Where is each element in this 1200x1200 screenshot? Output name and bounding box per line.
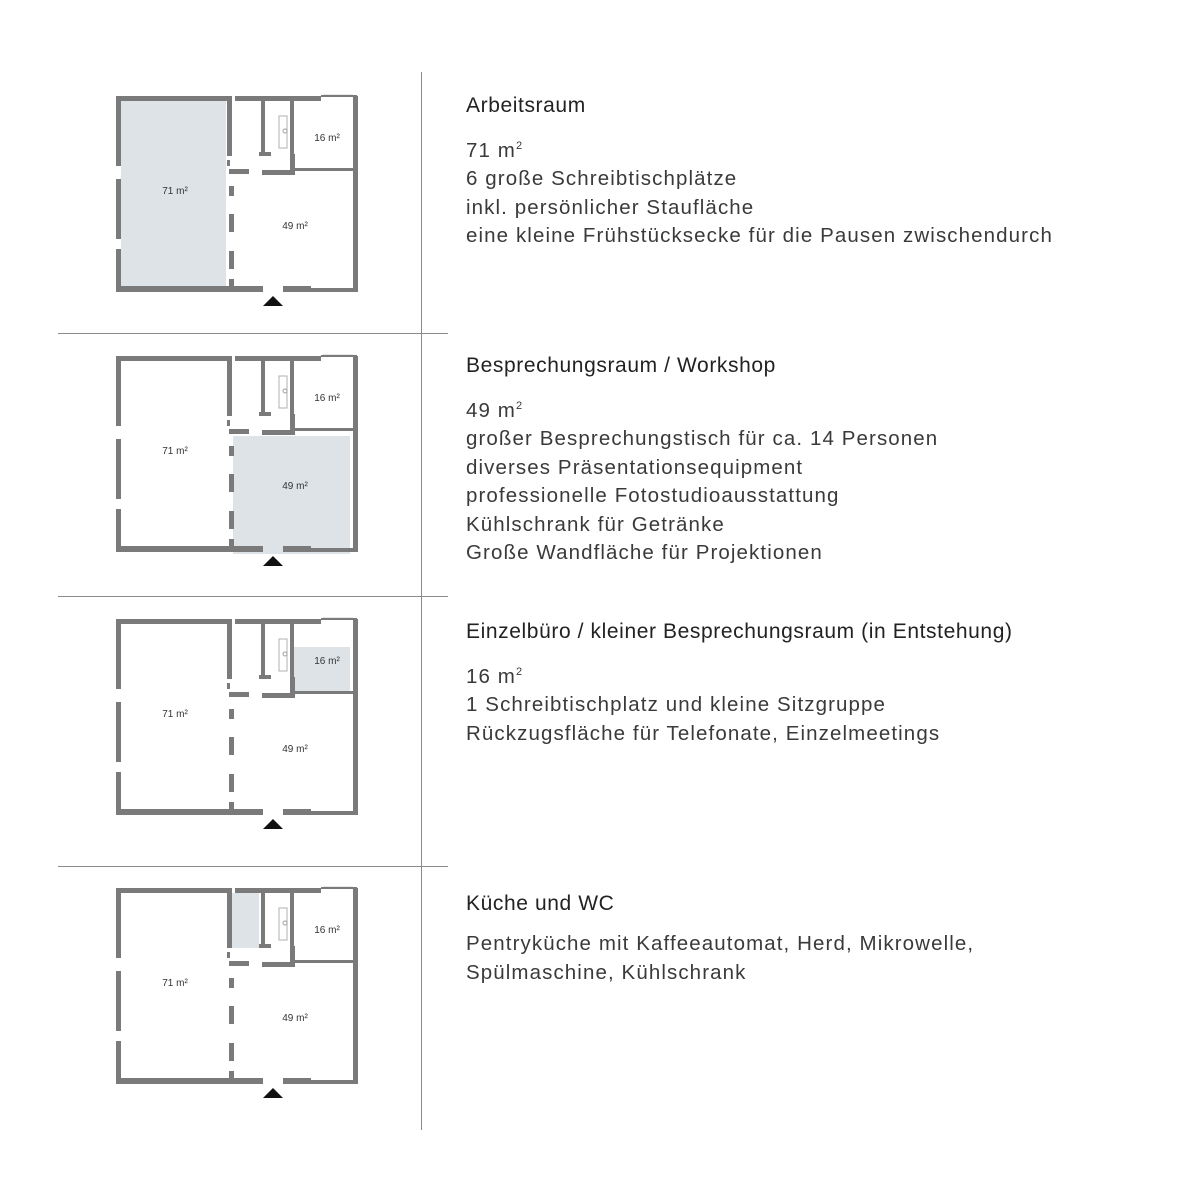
toilet-icon <box>283 129 287 133</box>
wall <box>311 811 355 815</box>
wall <box>353 960 358 1084</box>
wall <box>116 439 121 499</box>
wall <box>227 888 232 948</box>
wall <box>233 1078 263 1084</box>
floor-plan-kueche-wc <box>113 886 363 1108</box>
description-line: 1 Schreibtischplatz und kleine Sitzgruppe <box>466 693 887 717</box>
wall <box>116 971 121 1031</box>
wall <box>261 96 265 156</box>
wall <box>293 168 358 171</box>
wall <box>227 96 232 156</box>
toilet-icon <box>283 921 287 925</box>
wall <box>290 888 294 950</box>
wall <box>261 888 265 948</box>
wall <box>229 446 234 456</box>
wall <box>116 546 229 552</box>
wall <box>262 693 295 698</box>
wall <box>229 978 234 988</box>
description-line: diverses Präsentationsequipment <box>466 455 804 479</box>
wall <box>116 619 229 624</box>
wall <box>283 1078 311 1084</box>
wall <box>116 1041 121 1083</box>
section-arbeitsraum <box>466 94 1166 251</box>
toilet-icon <box>283 652 287 656</box>
wall <box>259 152 271 156</box>
section-title: Küche und WC <box>466 892 615 915</box>
room-area-label: 49 m² <box>282 481 308 492</box>
area-size: 49 $m^2$ <box>466 398 523 422</box>
wall <box>262 962 295 967</box>
section-divider-3 <box>58 866 448 867</box>
wall <box>262 170 295 175</box>
section-kueche-wc <box>466 892 1166 987</box>
wall <box>311 548 355 552</box>
section-divider-1 <box>58 333 448 334</box>
description-line: Große Wandfläche für Projektionen <box>466 541 823 565</box>
wall <box>229 692 249 697</box>
room-area-label: 49 m² <box>282 744 308 755</box>
highlighted-room <box>233 436 350 554</box>
wall <box>293 960 358 963</box>
room-area-label: 49 m² <box>282 221 308 232</box>
wall <box>262 430 295 435</box>
section-title: Besprechungsraum / Workshop <box>466 354 776 377</box>
wall <box>116 96 121 166</box>
wall <box>227 683 230 689</box>
section-divider-2 <box>58 596 448 597</box>
description-line: eine kleine Frühstücksecke für die Pausen zwischendurch <box>466 224 1053 248</box>
wall <box>321 355 357 357</box>
section-title: Arbeitsraum <box>466 94 586 117</box>
description-line: Kühlschrank für Getränke <box>466 512 725 536</box>
wall <box>283 546 311 552</box>
wall <box>283 286 311 292</box>
entrance-arrow-icon <box>263 819 283 829</box>
entrance-arrow-icon <box>263 556 283 566</box>
wall <box>233 809 263 815</box>
wall <box>311 1080 355 1084</box>
wall <box>353 428 358 552</box>
description-line: 6 große Schreibtischplätze <box>466 167 738 191</box>
area-size: 16 $m^2$ <box>466 664 523 688</box>
wall <box>116 772 121 814</box>
wall <box>311 288 355 292</box>
description-line: inkl. persönlicher Staufläche <box>466 195 755 219</box>
highlighted-room <box>293 647 350 691</box>
wall <box>227 160 230 166</box>
wall <box>116 179 121 239</box>
description-line: großer Besprechungstisch für ca. 14 Personen <box>466 427 939 451</box>
wall <box>229 186 234 196</box>
wall <box>229 429 249 434</box>
wall <box>116 619 121 689</box>
wall <box>293 691 358 694</box>
wall <box>290 96 294 158</box>
wall <box>229 251 234 269</box>
wall <box>353 619 358 691</box>
wall <box>116 249 121 291</box>
room-area-label: 16 m² <box>314 656 340 667</box>
wall <box>116 1078 229 1084</box>
wall <box>290 414 295 430</box>
room-area-label: 16 m² <box>314 133 340 144</box>
wall <box>116 702 121 762</box>
wall <box>353 96 358 168</box>
room-area-label: 71 m² <box>162 709 188 720</box>
wall <box>353 888 358 960</box>
wall <box>227 952 230 958</box>
wall <box>283 809 311 815</box>
description-line: professionelle Fotostudioausstattung <box>466 484 840 508</box>
room-area-label: 71 m² <box>162 446 188 457</box>
wall <box>229 774 234 792</box>
wall <box>233 546 263 552</box>
floor-plan-einzelbuero <box>113 617 363 839</box>
wall <box>229 169 249 174</box>
wall <box>229 1043 234 1061</box>
wall <box>353 691 358 815</box>
entrance-arrow-icon <box>263 1088 283 1098</box>
wall <box>290 677 295 693</box>
wall <box>259 675 271 679</box>
room-area-label: 16 m² <box>314 393 340 404</box>
vertical-divider <box>421 72 422 1130</box>
floor-plan-besprechungsraum <box>113 354 363 576</box>
wall <box>116 509 121 551</box>
entrance-arrow-icon <box>263 296 283 306</box>
wall <box>293 428 358 431</box>
room-area-label: 71 m² <box>162 978 188 989</box>
description-line: Rückzugsfläche für Telefonate, Einzelmeetings <box>466 721 941 745</box>
wall <box>321 618 357 620</box>
toilet-icon <box>283 389 287 393</box>
area-size: 71 $m^2$ <box>466 138 523 162</box>
floor-plan-arbeitsraum <box>113 94 363 316</box>
wall <box>233 286 263 292</box>
wall <box>229 1006 234 1024</box>
wall <box>290 946 295 962</box>
wall <box>116 356 229 361</box>
section-besprechungsraum <box>466 354 1166 568</box>
wall <box>321 887 357 889</box>
section-title: Einzelbüro / kleiner Besprechungsraum (in Entstehung) <box>466 620 1013 643</box>
wall <box>290 154 295 170</box>
wall <box>229 214 234 232</box>
wall <box>116 356 121 426</box>
wall <box>229 511 234 529</box>
section-einzelbuero <box>466 620 1166 748</box>
room-area-label: 71 m² <box>162 186 188 197</box>
wall <box>227 619 232 679</box>
room-area-label: 49 m² <box>282 1013 308 1024</box>
wall <box>116 96 229 101</box>
wall <box>229 737 234 755</box>
wall <box>353 168 358 292</box>
wall <box>290 356 294 418</box>
description-line: Spülmaschine, Kühlschrank <box>466 960 747 984</box>
room-area-label: 16 m² <box>314 925 340 936</box>
wall <box>116 888 229 893</box>
wall <box>116 809 229 815</box>
wall <box>259 944 271 948</box>
wall <box>321 95 357 97</box>
wall <box>229 474 234 492</box>
wall <box>116 888 121 958</box>
wall <box>229 961 249 966</box>
wall <box>261 356 265 416</box>
wall <box>229 709 234 719</box>
wall <box>261 619 265 679</box>
wall <box>290 619 294 681</box>
wall <box>116 286 229 292</box>
wall <box>259 412 271 416</box>
description-line: Pentryküche mit Kaffeeautomat, Herd, Mikrowelle, <box>466 932 975 955</box>
wall <box>353 356 358 428</box>
wall <box>227 420 230 426</box>
wall <box>227 356 232 416</box>
